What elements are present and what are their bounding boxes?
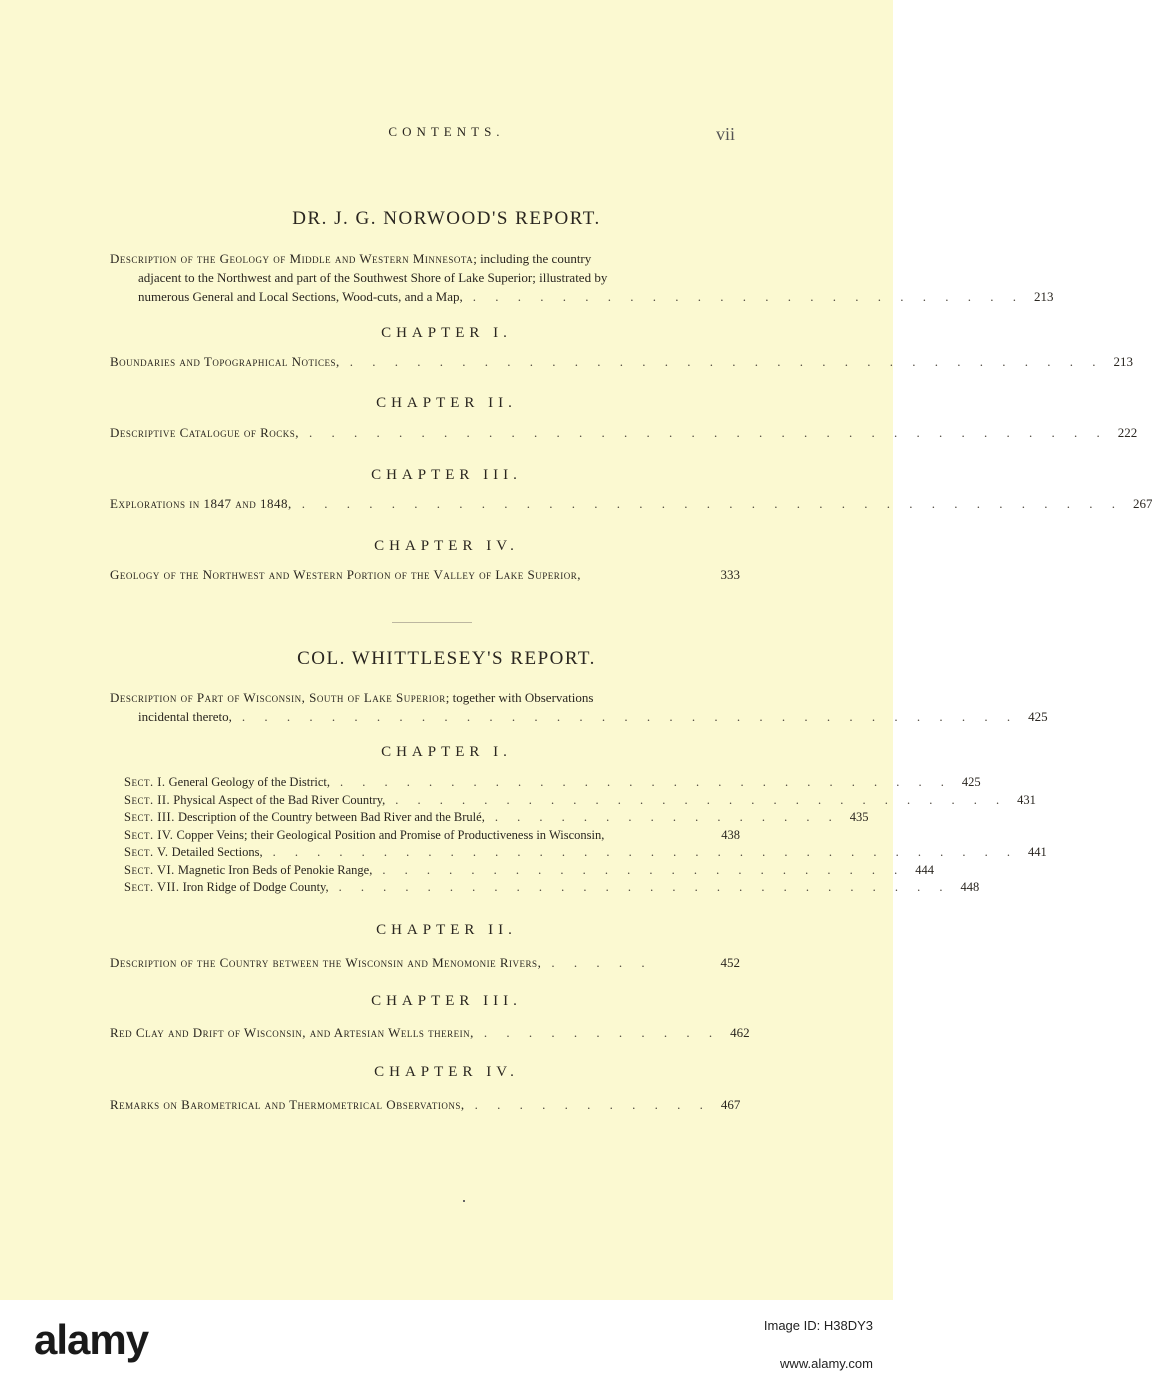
toc-entry: Remarks on Barometrical and Thermometrical Observations, . . . . . . . . . . . 467 — [110, 1097, 741, 1112]
section-entry: Sect. V. Detailed Sections, . . . . . . . . . . . . . . . . . . . . . . . . . . . . . . . . . . 441 — [124, 845, 1047, 859]
page-ref: 213 — [1033, 289, 1054, 304]
chapter-heading: CHAPTER III. — [371, 467, 522, 483]
page-number: vii — [716, 124, 736, 144]
whittlesey-desc-rest: ; together with Observations — [445, 690, 594, 705]
norwood-desc-rest: ; including the country — [473, 251, 592, 266]
section-entry: Sect. VII. Iron Ridge of Dodge County, . . . . . . . . . . . . . . . . . . . . . . . . . . . . 448 — [124, 880, 980, 894]
chapter-heading: CHAPTER II. — [376, 395, 517, 411]
toc-entry: Descriptive Catalogue of Rocks, . . . . . . . . . . . . . . . . . . . . . . . . . . . . . . . . . . . . 222 — [110, 425, 1138, 440]
whittlesey-description — [110, 688, 1048, 726]
chapter-heading: CHAPTER I. — [381, 744, 512, 760]
whittlesey-desc-line2: incidental thereto, . . . . . . . . . . . . . . . . . . . . . . . . . . . . . . . . . . . 425 — [138, 709, 1048, 724]
page-ref: 425 — [1028, 709, 1048, 724]
print-mark — [463, 1200, 465, 1202]
section-entry: Sect. IV. Copper Veins; their Geological Position and Promise of Productiveness in Wisconsin, 438 — [124, 827, 740, 842]
section-entry: Sect. I. General Geology of the District, . . . . . . . . . . . . . . . . . . . . . . . . . . . . 425 — [124, 775, 981, 789]
running-head: CONTENTS. — [388, 124, 505, 139]
chapter-heading: CHAPTER IV. — [374, 538, 519, 554]
section-list — [124, 774, 1047, 897]
section-divider — [392, 622, 472, 623]
section-entry: Sect. III. Description of the Country between Bad River and the Brulé, . . . . . . . . . . . . . . . . 435 — [124, 810, 869, 824]
section-entry: Sect. II. Physical Aspect of the Bad River Country, . . . . . . . . . . . . . . . . . . . . . . . . . . . . 431 — [124, 792, 1036, 807]
image-id-label: Image ID: H38DY3 — [763, 1318, 873, 1333]
toc-entry: Explorations in 1847 and 1848, . . . . . . . . . . . . . . . . . . . . . . . . . . . . . . . . . . . . . 267 — [110, 496, 1152, 511]
whittlesey-report-title: COL. WHITTLESEY'S REPORT. — [297, 648, 596, 669]
norwood-desc-line3: numerous General and Local Sections, Wood-cuts, and a Map, . . . . . . . . . . . . . . . . . . . . . . . . . 213 — [138, 289, 1054, 304]
whittlesey-desc-lead: Description of Part of Wisconsin, South of Lake Superior — [110, 690, 446, 705]
chapter-heading: CHAPTER III. — [371, 993, 522, 1009]
toc-entry: Red Clay and Drift of Wisconsin, and Artesian Wells therein, . . . . . . . . . . . 462 — [110, 1025, 750, 1040]
norwood-description — [110, 249, 1054, 306]
toc-entry: Boundaries and Topographical Notices, . . . . . . . . . . . . . . . . . . . . . . . . . . . . . . . . . . 213 — [110, 354, 1134, 369]
alamy-logo: alamy — [34, 1316, 149, 1363]
site-url: www.alamy.com — [780, 1356, 873, 1371]
chapter-heading: CHAPTER I. — [381, 325, 512, 341]
chapter-heading: CHAPTER II. — [376, 922, 517, 938]
norwood-desc-line2: adjacent to the Northwest and part of the Southwest Shore of Lake Superior; illustrated by — [138, 270, 608, 285]
section-entry: Sect. VI. Magnetic Iron Beds of Penokie Range, . . . . . . . . . . . . . . . . . . . . . . . . 444 — [124, 862, 934, 877]
chapter-heading: CHAPTER IV. — [374, 1064, 519, 1080]
toc-entry: Description of the Country between the Wisconsin and Menomonie Rivers, . . . . . 452 — [110, 955, 740, 970]
norwood-desc-lead: Description of the Geology of Middle and Western Minnesota — [110, 251, 474, 266]
toc-entry: Geology of the Northwest and Western Portion of the Valley of Lake Superior, 333 — [110, 567, 740, 582]
norwood-report-title: DR. J. G. NORWOOD'S REPORT. — [292, 208, 601, 229]
